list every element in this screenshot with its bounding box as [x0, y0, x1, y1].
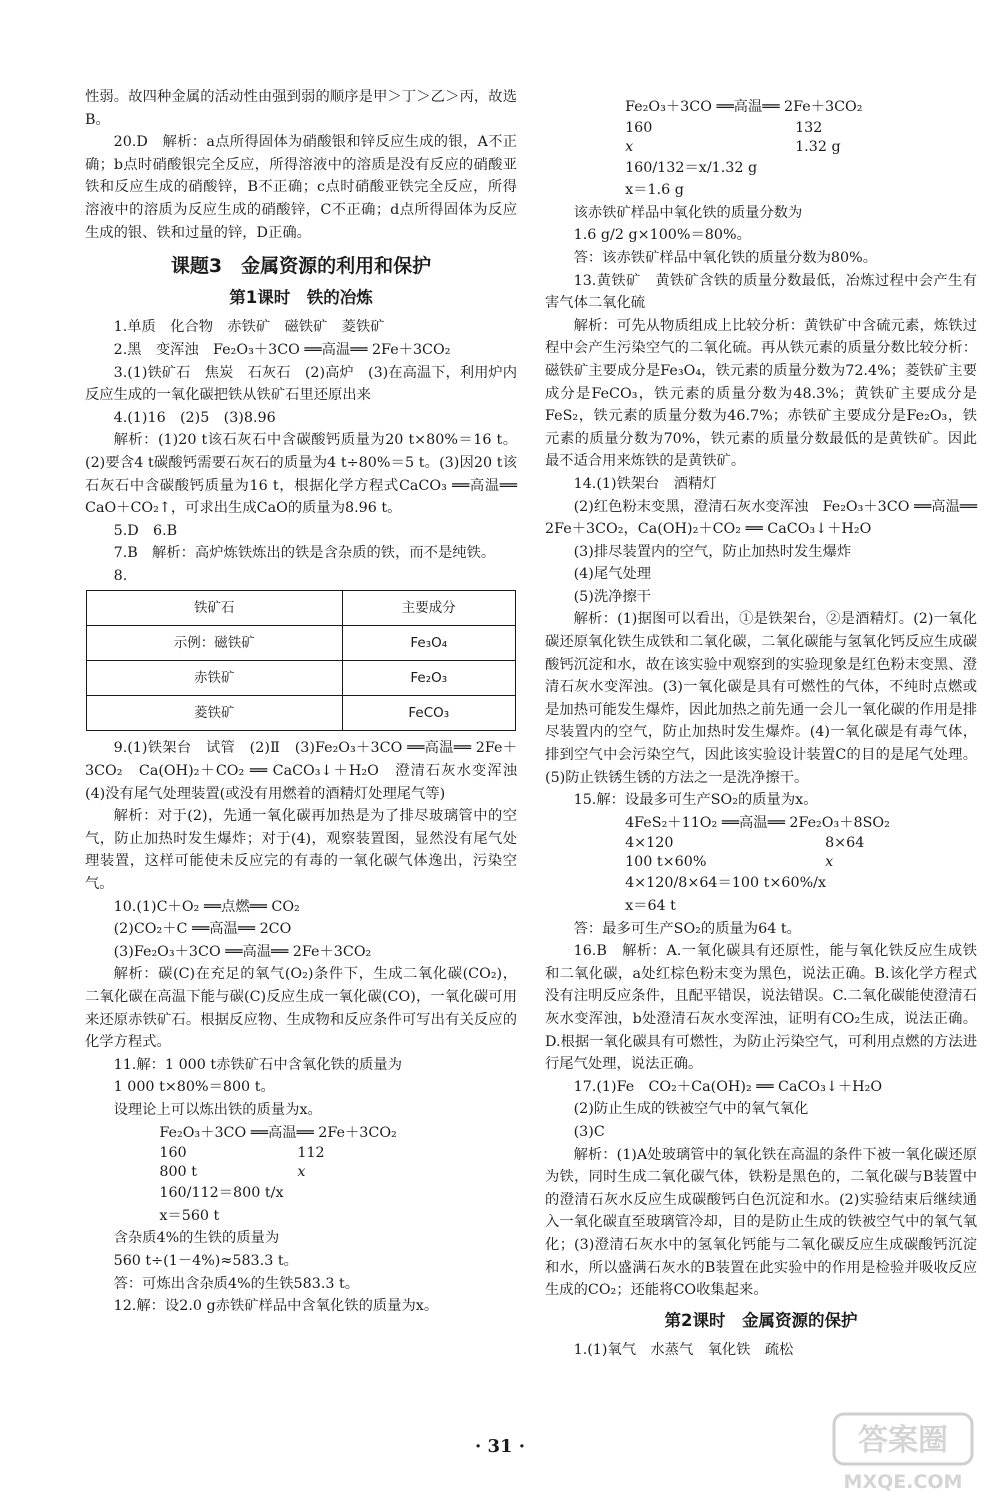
answer-3: 3.(1)铁矿石 焦炭 石灰石 (2)高炉 (3)在高温下，利用炉内反应生成的一氧化碳把铁从铁矿石里还原出来 — [85, 364, 517, 404]
proportion: 4×120/8×64＝100 t×60%/x — [625, 875, 827, 892]
answer-1: 1.单质 化合物 赤铁矿 磁铁矿 菱铁矿 — [113, 319, 385, 336]
answer-5-6: 5.D 6.B — [113, 522, 178, 539]
text-line: 含杂质4%的生铁的质量为 — [113, 1230, 280, 1247]
table-cell: Fe₂O₃ — [342, 661, 515, 696]
text-line: 设理论上可以炼出铁的质量为x。 — [113, 1101, 322, 1118]
answer-11-conclusion: 答：可炼出含杂质4%的生铁583.3 t。 — [113, 1275, 360, 1292]
answer-20: 20.D 解析：a点所得固体为硝酸银和锌反应生成的银，A不正确；b点时硝酸银完全反应，所得溶液中的溶质是没有反应的硝酸亚铁和反应生成的硝酸锌，B不正确；c点时硝酸亚铁完全反应，所得溶液中的溶质为反应生成的硝酸锌，C不正确；d点所得固体为反应生成的银、铁和过量的锌，D正确。 — [85, 134, 517, 241]
equation: 4FeS₂＋11O₂ ══高温══ 2Fe₂O₃＋8SO₂ — [625, 814, 890, 831]
table-cell: 赤铁矿 — [87, 661, 343, 696]
equation-value: 800 t — [159, 1164, 197, 1181]
answer-10-3: (3)Fe₂O₃＋3CO ══高温══ 2Fe＋3CO₂ — [113, 943, 372, 960]
result: x＝1.6 g — [625, 182, 684, 199]
equation-value: x — [825, 854, 834, 871]
text-line: 1.6 g/2 g×100%＝80%。 — [573, 227, 751, 244]
proportion: 160/112＝800 t/x — [159, 1185, 284, 1202]
equation-value: 160 — [625, 119, 653, 136]
section-title: 课题3 金属资源的利用和保护 — [170, 255, 432, 278]
answer-10-2: (2)CO₂＋C ══高温══ 2CO — [113, 921, 292, 938]
table-cell: FeCO₃ — [342, 696, 515, 731]
answer-9: 9.(1)铁架台 试管 (2)Ⅱ (3)Fe₂O₃＋3CO ══高温══ 2Fe＋3CO₂ Ca(OH)₂＋CO₂ ══ CaCO₃↓＋H₂O 澄清石灰水变浑浊 (4)没有尾气处理装置(或没有用燃着的酒精灯处理尾气等) — [85, 740, 532, 802]
table-header: 主要成分 — [342, 591, 515, 626]
answer-10-analysis: 解析：碳(C)在充足的氧气(O₂)条件下，生成二氧化碳(CO₂)，二氧化碳在高温下能与碳(C)反应生成一氧化碳(CO)，一氧化碳可用来还原赤铁矿石。根据反应物、生成物和反应条件可写出有关反应的化学方程式。 — [85, 966, 517, 1051]
answer-14-2: (2)红色粉末变黑，澄清石灰水变浑浊 Fe₂O₃＋3CO ══高温══ 2Fe＋3CO₂，Ca(OH)₂＋CO₂ ══ CaCO₃↓＋H₂O — [545, 498, 977, 538]
table-cell: Fe₃O₄ — [342, 626, 515, 661]
answer-7: 7.B 解析：高炉炼铁炼出的铁是含杂质的铁，而不是纯铁。 — [113, 545, 496, 562]
answer-14-4: (4)尾气处理 — [573, 566, 652, 583]
equation-value: 160 — [159, 1145, 187, 1162]
answer-17-2: (2)防止生成的铁被空气中的氧气氧化 — [573, 1101, 809, 1118]
table-header-row — [87, 591, 516, 626]
equation-value: 4×120 — [625, 835, 674, 852]
equation-grid — [85, 1144, 517, 1182]
table-header: 铁矿石 — [87, 591, 343, 626]
answer-17-3: (3)C — [573, 1123, 605, 1140]
equation: Fe₂O₃＋3CO ══高温══ 2Fe＋3CO₂ — [159, 1124, 397, 1141]
watermark-icon — [828, 1408, 978, 1498]
left-column — [85, 86, 532, 1318]
answer-2: 2.黑 变浑浊 Fe₂O₃＋3CO ══高温══ 2Fe＋3CO₂ — [113, 341, 451, 358]
page-number: · 31 · — [474, 1436, 526, 1457]
text-line: 1 000 t×80%＝800 t。 — [113, 1079, 275, 1096]
table-cell: 菱铁矿 — [87, 696, 343, 731]
equation-value: 132 — [795, 119, 823, 136]
equation-grid — [545, 119, 977, 157]
equation-value: 1.32 g — [795, 138, 841, 155]
right-column — [545, 96, 977, 1362]
text-line: 560 t÷(1－4%)≈583.3 t。 — [113, 1252, 298, 1269]
answer-14-5: (5)洗净擦干 — [573, 588, 652, 605]
answer-12: 12.解：设2.0 g赤铁矿样品中含氧化铁的质量为x。 — [113, 1298, 439, 1315]
answer-13: 13.黄铁矿 黄铁矿含铁的质量分数最低，冶炼过程中会产生有害气体二氧化硫 — [545, 272, 977, 312]
lesson-title: 第1课时 铁的冶炼 — [229, 287, 373, 307]
answer-17-analysis: 解析：(1)A处玻璃管中的氧化铁在高温的条件下被一氧化碳还原为铁，同时生成二氧化碳气体，铁粉是黑色的，二氧化碳与B装置中的澄清石灰水反应生成碳酸钙白色沉淀和水。(2)实验结束后继续通入一氧化碳直至玻璃管冷却，目的是防止生成的铁被空气中的氧气氧化；(3)澄清石灰水中的氢氧化钙能与二氧化碳反应生成碳酸钙沉淀和水，所以盛满石灰水的B装置在此实验中的作用是检验并吸收反应生成的CO₂；还能将CO收集起来。 — [545, 1146, 977, 1299]
answer-14-1: 14.(1)铁架台 酒精灯 — [573, 475, 717, 492]
answer-10-1: 10.(1)C＋O₂ ══点燃══ CO₂ — [113, 898, 300, 915]
equation-value: x — [297, 1164, 306, 1181]
equation-value: x — [625, 138, 634, 155]
answer-13-analysis: 解析：可先从物质组成上比较分析：黄铁矿中含硫元素，炼铁过程中会产生污染空气的二氧化硫。再从铁元素的质量分数比较分析：磁铁矿主要成分是Fe₃O₄，铁元素的质量分数为72.4%；菱铁矿主要成分是FeCO₃，铁元素的质量分数为48.3%；黄铁矿主要成分是FeS₂，铁元素的质量分数为46.7%；赤铁矿主要成分是Fe₂O₃，铁元素的质量分数为70%，铁元素的质量分数最低的是黄铁矿。因此最不适合用来炼铁的是黄铁矿。 — [545, 317, 977, 470]
watermark-logo — [828, 1408, 978, 1498]
result: x＝64 t — [625, 898, 676, 914]
table-row — [87, 696, 516, 731]
answer-16: 16.B 解析：A.一氧化碳具有还原性，能与氧化铁反应生成铁和二氧化碳，a处红棕色粉末变为黑色，说法正确。B.该化学方程式没有注明反应条件，且配平错误，说法错误。C.二氧化碳能使澄清石灰水变浑浊，b处澄清石灰水变浑浊，证明有CO₂生成，说法正确。D.根据一氧化碳具有可燃性，为防止污染空气，可利用点燃的方法进行尾气处理，说法正确。 — [545, 943, 977, 1073]
svg-text:答案圈: 答案圈 — [858, 1423, 948, 1458]
proportion: 160/132＝x/1.32 g — [625, 159, 758, 176]
answer-4: 4.(1)16 (2)5 (3)8.96 — [113, 409, 276, 426]
text-line: 该赤铁矿样品中氧化铁的质量分数为 — [573, 204, 803, 221]
equation-value: 112 — [297, 1145, 325, 1162]
answer-17-1: 17.(1)Fe CO₂＋Ca(OH)₂ ══ CaCO₃↓＋H₂O — [573, 1078, 883, 1095]
answer-8: 8. — [113, 567, 128, 584]
table-row — [87, 661, 516, 696]
lesson-title: 第2课时 金属资源的保护 — [664, 1310, 858, 1330]
equation: Fe₂O₃＋3CO ══高温══ 2Fe＋3CO₂ — [625, 99, 863, 115]
svg-text:MXQE.COM: MXQE.COM — [843, 1471, 963, 1493]
answer-9-analysis: 解析：对于(2)，先通一氧化碳再加热是为了排尽玻璃管中的空气，防止加热时发生爆炸；对于(4)，观察装置图，显然没有尾气处理装置，这样可能使未反应完的有毒的一氧化碳气体逸出，污染空气。 — [85, 808, 517, 893]
answer-14-3: (3)排尽装置内的空气，防止加热时发生爆炸 — [573, 543, 852, 560]
answer-1: 1.(1)氧气 水蒸气 氧化铁 疏松 — [573, 1342, 794, 1359]
answer-15: 15.解：设最多可生产SO₂的质量为x。 — [573, 792, 818, 809]
answer-11: 11.解：1 000 t赤铁矿石中含氧化铁的质量为 — [113, 1056, 403, 1073]
answer-12-conclusion: 答：该赤铁矿样品中氧化铁的质量分数为80%。 — [573, 249, 878, 266]
table-row — [87, 626, 516, 661]
answer-4-analysis: 解析：(1)20 t该石灰石中含碳酸钙质量为20 t×80%＝16 t。(2)要含4 t碳酸钙需要石灰石的质量为4 t÷80%＝5 t。(3)因20 t该石灰石中含碳酸钙质量为16 t，根据化学方程式CaCO₃ ══高温══ CaO＋CO₂↑，可求出生成CaO的质量为8.96 t。 — [85, 432, 517, 517]
table-cell: 示例：磁铁矿 — [87, 626, 343, 661]
equation-value: 100 t×60% — [625, 854, 707, 871]
equation-grid — [545, 834, 977, 872]
text-line: 性弱。故四种金属的活动性由强到弱的顺序是甲＞丁＞乙＞丙，故选B。 — [85, 89, 517, 128]
equation-value: 8×64 — [825, 835, 865, 852]
answer-15-conclusion: 答：最多可生产SO₂的质量为64 t。 — [573, 920, 801, 937]
ore-table — [86, 590, 516, 731]
answer-14-analysis: 解析：(1)据图可以看出，①是铁架台，②是酒精灯。(2)一氧化碳还原氧化铁生成铁和二氧化碳，二氧化碳能与氢氧化钙反应生成碳酸钙沉淀和水，故在该实验中观察到的实验现象是红色粉末变黑、澄清石灰水变浑浊。(3)一氧化碳是具有可燃性的气体，不纯时点燃或是加热可能发生爆炸，因此加热之前先通一会儿一氧化碳的作用是排尽装置内的空气，防止加热时发生爆炸。(4)一氧化碳是有毒气体，排到空气中会污染空气，因此该实验设计装置C的目的是尾气处理。(5)防止铁锈生锈的方法之一是洗净擦干。 — [545, 611, 977, 786]
result: x＝560 t — [159, 1207, 220, 1224]
